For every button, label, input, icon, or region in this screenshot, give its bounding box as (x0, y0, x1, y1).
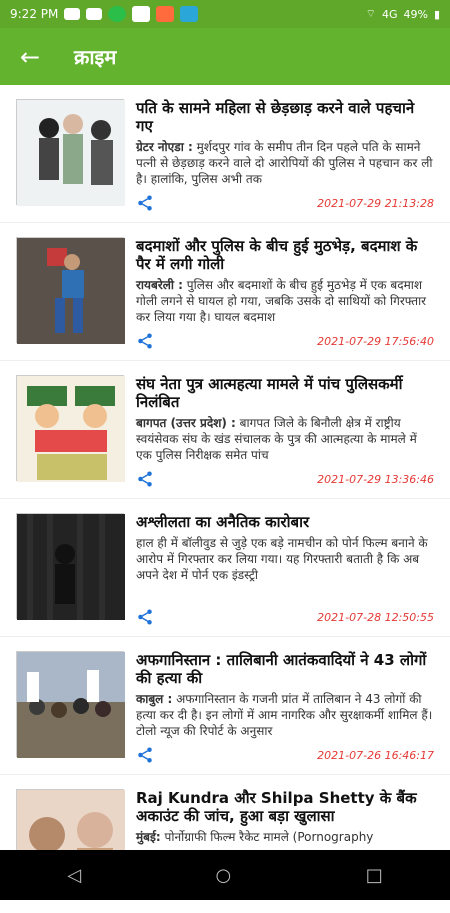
article-list[interactable] (0, 85, 450, 844)
status-time: 9:22 PM (10, 7, 59, 21)
article-thumbnail (16, 513, 124, 619)
arrow-left-icon: ← (19, 42, 41, 71)
sms-icon (64, 8, 80, 20)
back-triangle-icon[interactable]: ◁ (67, 864, 82, 886)
article-headline[interactable]: संघ नेता पुत्र आत्महत्या मामले में पांच पुलिसकर्मी निलंबित (136, 375, 403, 411)
battery-level: 49% (403, 7, 428, 21)
back-button[interactable] (0, 28, 60, 85)
list-item[interactable] (0, 361, 450, 499)
article-timestamp: 2021-07-28 12:50:55 (317, 610, 434, 624)
article-summary: ग्रेटर नोएडा : मुर्शदपुर गांव के समीप तीन दिन पहले पति के सामने पत्नी से छेड़छाड़ करने वाले दो आरोपियों की पुलिस ने पहचान कर ली है। हालांकि, पुलिस अभी तक (136, 140, 433, 186)
article-headline[interactable]: बदमाशों और पुलिस के बीच हुई मुठभेड़, बदमाश के पैर में लगी गोली (136, 237, 418, 273)
article-timestamp: 2021-07-29 13:36:46 (317, 472, 434, 486)
article-summary: रायबरेली : पुलिस और बदमाशों के बीच हुई मुठभेड़ में एक बदमाश गोली लगने से घायल हो गया, जबकि उसके दो साथियों को गिरफ्तार कर लिया गया है। घायल बदमाश (136, 278, 427, 324)
status-bar (0, 0, 450, 28)
article-thumbnail (16, 237, 124, 343)
news-icon (86, 8, 102, 20)
share-icon[interactable] (136, 608, 154, 626)
battery-icon: ▮ (433, 7, 440, 21)
article-location: ग्रेटर नोएडा : (136, 140, 193, 154)
list-item[interactable] (0, 85, 450, 223)
article-summary: हाल ही में बॉलीवुड से जुड़े एक बड़े नामचीन को पोर्न फिल्म बनाने के आरोप में गिरफ्तार कर लिया गया। यह गिरफ्तारी बताती है कि अब अपने देश में पोर्न एक इंडस्ट्री (136, 536, 428, 582)
article-location: मुंबई: (136, 830, 161, 844)
network-type: 4G (381, 7, 398, 21)
whatsapp-icon (108, 6, 126, 22)
youtube-icon (132, 6, 150, 22)
home-circle-icon[interactable]: ○ (215, 864, 232, 886)
article-location: रायबरेली : (136, 278, 183, 292)
article-summary: काबुल : अफगानिस्तान के गजनी प्रांत में तालिबान ने 43 लोगों की हत्या कर दी है। इन लोगों में आम नागरिक और सुरक्षाकर्मी शामिल हैं। टोलो न्यूज की रिपोर्ट के अनुसार (136, 692, 433, 738)
page-title: क्राइम (74, 45, 117, 69)
article-headline[interactable]: अफगानिस्तान : तालिबानी आतंकवादियों ने 43 लोगों की हत्या की (136, 651, 427, 687)
notification-icon (156, 6, 174, 22)
article-thumbnail (16, 651, 124, 757)
article-summary: बागपत (उत्तर प्रदेश) : बागपत जिले के बिनौली क्षेत्र में राष्ट्रीय स्वयंसेवक संघ के खंड संचालक के पुत्र की आत्महत्या के मामले में एक पुलिस निरीक्षक समेत पांच (136, 416, 417, 462)
article-timestamp: 2021-07-29 17:56:40 (317, 334, 434, 348)
article-location: बागपत (उत्तर प्रदेश) : (136, 416, 236, 430)
article-timestamp: 2021-07-29 21:13:28 (317, 196, 434, 210)
article-summary: मुंबई: पोर्नोग्राफी फिल्म रैकेट मामले (Pornography (136, 830, 374, 844)
list-item[interactable] (0, 223, 450, 361)
article-timestamp: 2021-07-26 16:46:17 (317, 748, 434, 762)
list-item[interactable] (0, 637, 450, 775)
toolbar (0, 28, 450, 85)
app-icon (180, 6, 198, 22)
wifi-icon: ⌔ (365, 7, 376, 20)
share-icon[interactable] (136, 470, 154, 488)
list-item[interactable] (0, 499, 450, 637)
article-location: काबुल : (136, 692, 173, 706)
recents-square-icon[interactable]: □ (365, 864, 383, 886)
share-icon[interactable] (136, 746, 154, 764)
article-thumbnail (16, 375, 124, 481)
article-thumbnail (16, 99, 124, 205)
share-icon[interactable] (136, 194, 154, 212)
article-headline[interactable]: Raj Kundra और Shilpa Shetty के बैंक अकाउंट की जांच, हुआ बड़ा खुलासा (136, 789, 417, 825)
article-headline[interactable]: पति के सामने महिला से छेड़छाड़ करने वाले पहचाने गए (136, 99, 415, 135)
article-headline[interactable]: अश्लीलता का अनैतिक कारोबार (136, 513, 310, 531)
share-icon[interactable] (136, 332, 154, 350)
system-navigation-bar (0, 850, 450, 900)
